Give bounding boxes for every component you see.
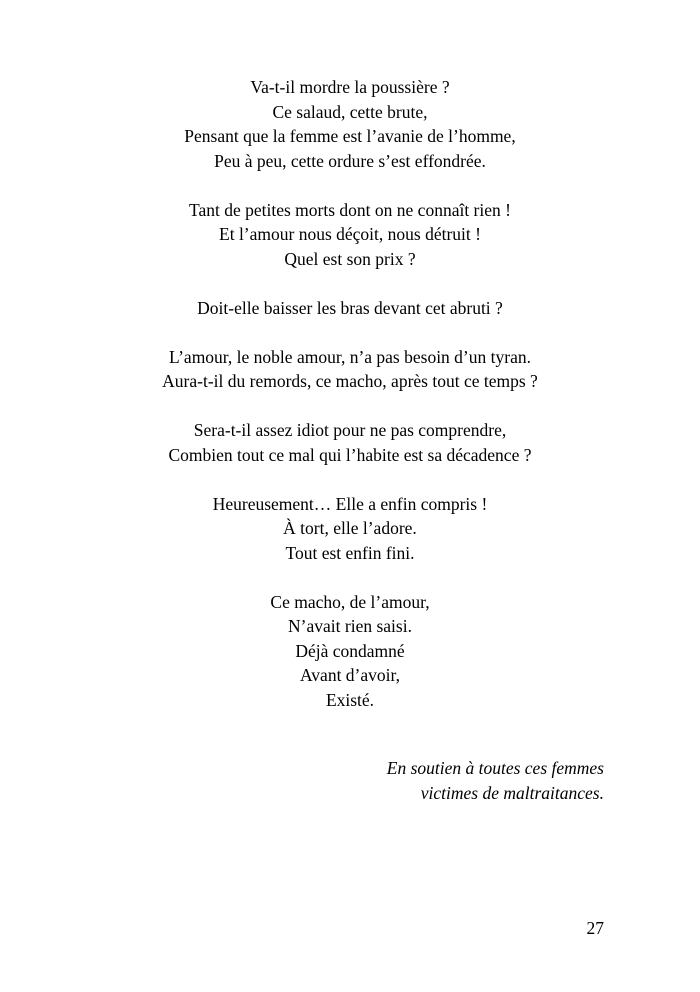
poem-line: Pensant que la femme est l’avanie de l’homme, <box>184 126 516 146</box>
poem-line: Va-t-il mordre la poussière ? <box>250 77 450 97</box>
poem-line: Quel est son prix ? <box>284 248 416 269</box>
poem-line: Déjà condamné <box>295 640 405 661</box>
stanza-6 <box>0 492 700 566</box>
poem-line: Tant de petites morts dont on ne connaît rien ! <box>189 199 511 220</box>
page-number: 27 <box>586 918 604 938</box>
poem-line: Ce macho, de l’amour, <box>270 591 430 612</box>
dedication-line: En soutien à toutes ces femmes <box>386 758 604 778</box>
poem-line: Et l’amour nous déçoit, nous détruit ! <box>219 224 481 244</box>
poem-line: Combien tout ce mal qui l’habite est sa décadence ? <box>168 444 532 465</box>
poem-line: N’avait rien saisi. <box>288 616 412 636</box>
dedication <box>387 756 604 805</box>
stanza-3 <box>0 296 700 321</box>
poem-line: Ce salaud, cette brute, <box>272 101 428 122</box>
poem <box>0 75 700 737</box>
poem-line: Existé. <box>325 689 375 710</box>
poem-line: Sera-t-il assez idiot pour ne pas comprendre, <box>193 420 507 440</box>
poem-line: Aura-t-il du remords, ce macho, après tout ce temps ? <box>162 371 538 391</box>
poem-line: Heureusement… Elle a enfin compris ! <box>212 493 488 514</box>
stanza-5 <box>0 418 700 467</box>
poem-line: Peu à peu, cette ordure s’est effondrée. <box>214 150 486 171</box>
stanza-1 <box>0 75 700 173</box>
poem-line: À tort, elle l’adore. <box>283 518 417 538</box>
poem-line: Doit-elle baisser les bras devant cet abruti ? <box>197 297 503 318</box>
stanza-4 <box>0 345 700 394</box>
poem-line: L’amour, le noble amour, n’a pas besoin d’un tyran. <box>169 346 531 367</box>
poem-line: Tout est enfin fini. <box>285 542 415 563</box>
stanza-7 <box>0 590 700 713</box>
poem-line: Avant d’avoir, <box>299 665 401 685</box>
stanza-2 <box>0 198 700 272</box>
dedication-line: victimes de maltraitances. <box>420 782 604 803</box>
